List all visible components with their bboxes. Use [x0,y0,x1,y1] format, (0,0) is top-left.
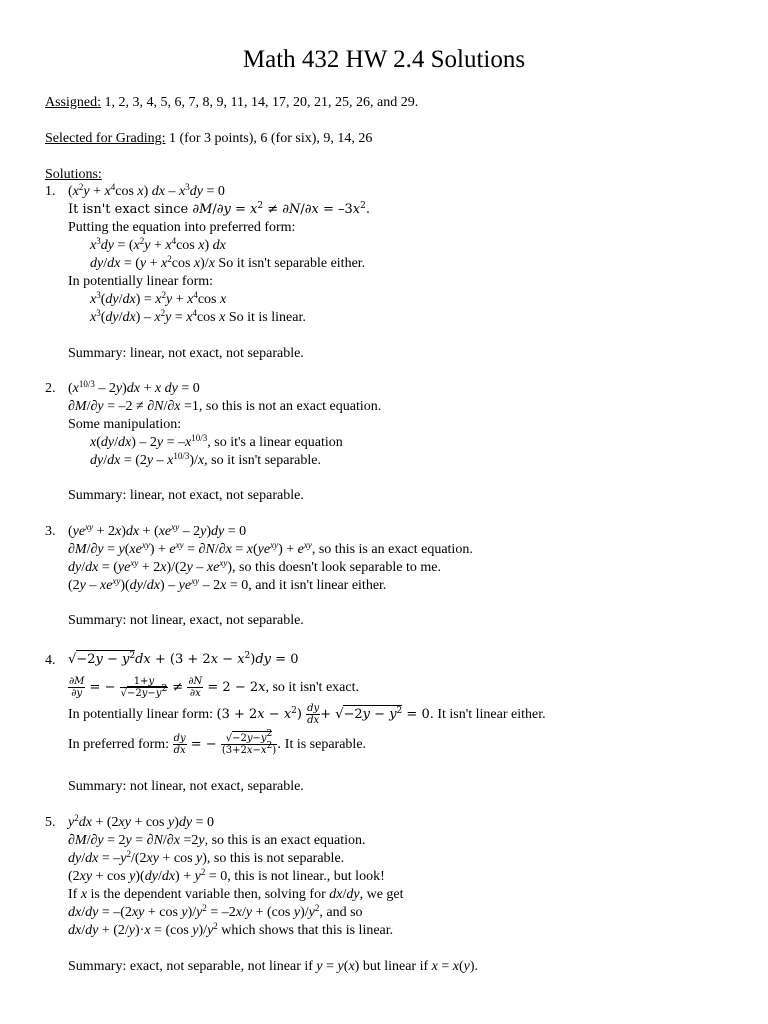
problem-1-preferred-label: Putting the equation into preferred form: [68,220,296,235]
problem-1-summary: Summary: linear, not exact, not separable. [68,346,304,361]
problem-5-if-text: If [68,887,81,902]
assigned-line [45,94,418,112]
problem-4-separable: In preferred form: $\frac{dy}{dx}$ = − $\frac{√-2y-y^2}{(3+2x-x^2)}$ . It is separable. [68,729,367,756]
problem-3-exactness-text: , so this is an exact equation. [311,542,473,557]
problem-3-separable-text: , so this doesn't look separable to me. [232,560,441,575]
problem-5-andso-text: , and so [319,905,363,920]
problem-4-summary: Summary: not linear, not exact, separable. [68,779,304,794]
problem-3-exactness: $\partial M/\partial y = y(xe^{xy}) + e^{xy} = \partial N/\partial x = x(ye^{xy}) + e^{xy}$, so this is an exact equation. [68,540,473,557]
graded-text: 1 (for 3 points), 6 (for six), 9, 14, 26 [165,131,373,146]
problem-4-preferred-label: In preferred form: [68,737,170,752]
problem-2-exactness: ∂M/∂y = –2 ≠ ∂N/∂x =1, so this is not an exact equation. [68,399,382,414]
problem-5-summary: Summary: exact, not separable, not linear if y = y(x) but linear if x = x(y). [68,959,479,974]
problem-2-linear: $x(dy/dx) - 2y = -x^{10/3}$, so it's a linear equation [90,433,343,450]
problem-5-separable-text: , so this is not separable. [206,851,345,866]
problem-1-preferred-eq: $x^3dy = (x^2y + x^4\cos$ x) dx [90,236,226,253]
problem-4-separable-text: It is separable. [284,737,367,752]
graded-line [45,130,372,148]
problem-4-linear-text: It isn't linear either. [437,707,546,722]
problem-1-separable: $dy/dx = (y + x^2\cos$ x)/x So it isn't separable either. [90,254,366,271]
solutions-label: Solutions: [45,167,102,182]
problem-5-not-linear: $(2xy + \cos y)(dy/dx) + y^2 = 0$, this is not linear., but look! [68,867,385,884]
problem-3-equation: $(ye^{xy} + 2x)dx + (xe^{xy} - 2y)dy = 0$ [68,522,247,539]
problem-1-separable-text: So it isn't separable either. [218,256,366,271]
problem-2-separable-text: , so it isn't separable. [204,453,321,468]
page-title: Math 432 HW 2.4 Solutions [242,46,526,73]
problem-3-linear-text: , and it isn't linear either. [248,578,387,593]
problem-4-linear-label: In potentially linear form: [68,707,214,722]
problem-5-summary-text-b: but linear if [359,959,432,974]
assigned-label: Assigned: [45,95,101,110]
problem-1-linear-eq2: $x^3(dy/dx) - x^2y = x^4\cos$ x So it is linear. [90,308,306,325]
assigned-text: 1, 2, 3, 4, 5, 6, 7, 8, 9, 11, 14, 17, 20, 21, 25, 26, and 29. [101,95,419,110]
problem-5-summary-text-a: Summary: exact, not separable, not linear if [68,959,317,974]
problem-1-linear-label: In potentially linear form: [68,274,214,289]
problem-5-not-linear-text: , this is not linear., but look! [227,869,385,884]
problem-5-linear: dx/dy + (2/y)·x = (cos $y)/y^2$ which shows that this is linear. [68,921,394,938]
problem-5-equation: $y^2dx + (2xy + \cos y)dy = 0$ [68,813,215,830]
problem-5-number: 5. [45,815,56,830]
graded-label: Selected for Grading: [45,131,166,146]
problem-3-separable: $dy/dx = (ye^{xy} + 2x)/(2y - xe^{xy})$, so this doesn't look separable to me. [68,558,441,575]
problem-5-linear-text: which shows that this is linear. [221,923,394,938]
problem-3-summary: Summary: not linear, exact, not separable. [68,613,304,628]
problem-4-equation: $√-2y - y^2dx + (3 + 2x - x^2)dy = 0$ [68,651,299,667]
problem-2-number: 2. [45,381,56,396]
problem-5-solve: $dx/dy = -(2xy + \cos y)/y^2 = -2x/y + (\cos$ $y)/y^2$, and so [68,903,363,920]
problem-5-exactness-text: , so this is an exact equation. [204,833,366,848]
problem-2-separable: $dy/dx = (2y - x^{10/3})/x$, so it isn't separable. [90,451,321,468]
problem-2-summary: Summary: linear, not exact, not separable. [68,488,304,503]
problem-4-number: 4. [45,653,56,668]
problem-5-weget-text: , we get [359,887,404,902]
problem-4-linear: In potentially linear form: $(3 + 2x - x^2)$ $\frac{dy}{dx}$ + $√-2y - y^2 = 0$. It isn't linear either. [68,703,546,726]
problem-5-separable: $dy/dx = -y^2/(2xy + \cos y)$, so this is not separable. [68,849,345,866]
problem-2-linear-text: , so it's a linear equation [207,435,343,450]
problem-1-equation: ($x^2y + x^4\cos$ x) dx – $x^3dy = 0$ [68,182,225,199]
problem-5-dependent: If x is the dependent variable then, solving for dx/dy, we get [68,887,404,902]
problem-4-exactness-text: , so it isn't exact. [265,680,359,695]
problem-3-linear: $(2y - xe^{xy})(dy/dx) - ye^{xy} - 2x = 0$, and it isn't linear either. [68,576,387,593]
problem-3-number: 3. [45,524,56,539]
problem-1-number: 1. [45,184,56,199]
problem-2-equation: $(x^{10/3} - 2y)dx + x$ dy = 0 [68,379,200,396]
problem-5-dependent-text: is the dependent variable then, solving for [90,887,330,902]
problem-4-exactness: $\frac{\partial M}{\partial y}$ = − $\frac{1+y}{√-2y-y^2}$ ≠ $\frac{\partial N}{\partial x}$ = 2 − 2x, so it isn't exact. [69,676,359,699]
problem-1-exactness: It isn't exact since $\partial M/\partial y = x^2 \ne \partial N/\partial x = -3x^2$. [68,201,370,217]
problem-5-exactness: ∂M/∂y = 2y = ∂N/∂x =2y, so this is an exact equation. [68,833,366,848]
problem-2-manip-label: Some manipulation: [68,417,182,432]
problem-1-linear-eq1: $x^3(dy/dx) = x^2y + x^4\cos$ x [90,290,227,307]
problem-1-linear-text: So it is linear. [228,310,306,325]
problem-2-exactness-text: , so this is not an exact equation. [198,399,382,414]
